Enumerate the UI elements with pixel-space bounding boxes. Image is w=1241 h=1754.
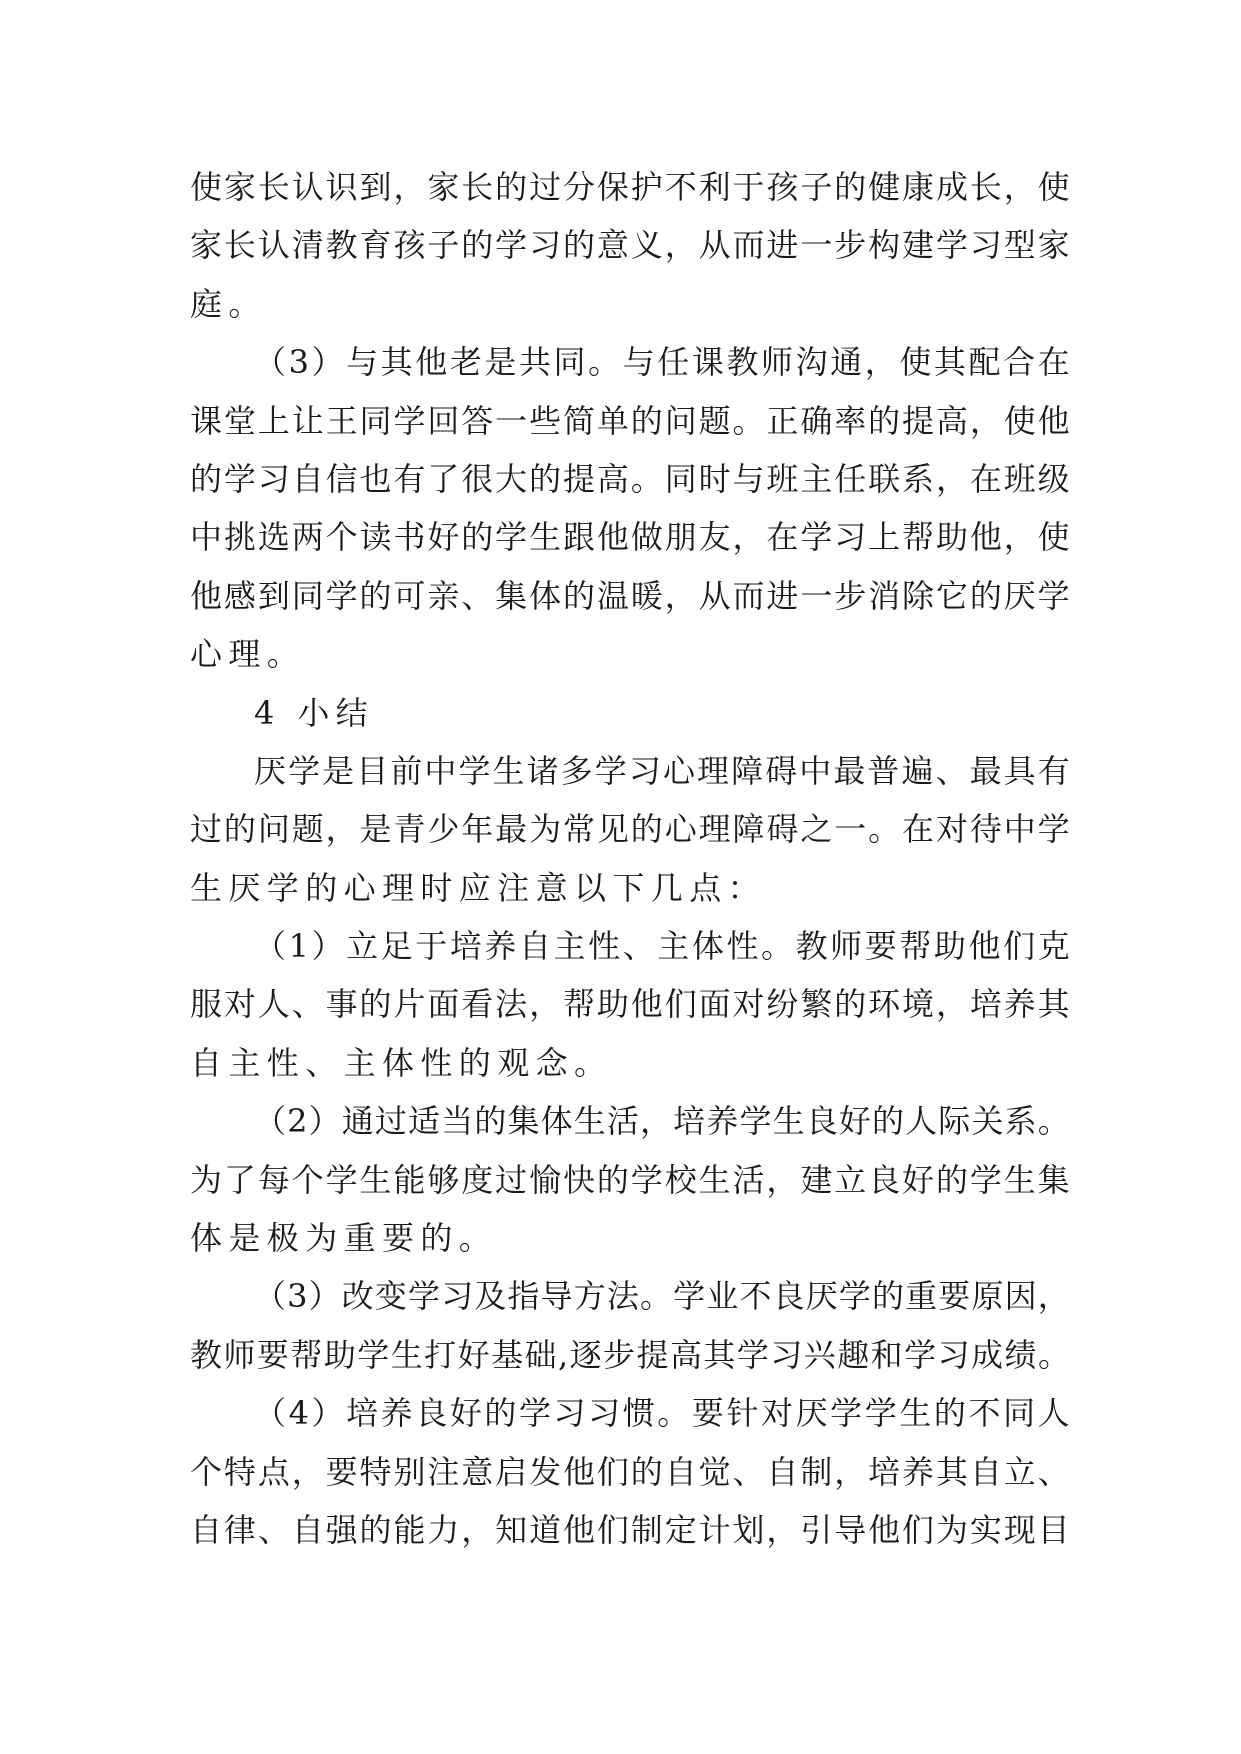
text-line: 他 感 到 同 学 的 可 亲 、 集 体 的 温 暖 ， 从 而 进 一 步 消 除 它 的 厌 学	[190, 576, 1070, 615]
text-line: 个 特 点 ， 要 特 别 注 意 启 发 他 们 的 自 觉 、 自 制 ， 培 养 其 自 立 、	[190, 1452, 1070, 1491]
text-line: （ 4 ） 培 养 良 好 的 学 习 习 惯 。 要 针 对 厌 学 学 生 的 不 同 人	[254, 1394, 1070, 1433]
text-line: 课 堂 上 让 王 同 学 回 答 一 些 简 单 的 问 题 。 正 确 率 的 提 高 ， 使 他	[190, 401, 1070, 440]
text-line: （ 1 ） 立 足 于 培 养 自 主 性 、 主 体 性 。 教 师 要 帮 助 他 们 克	[254, 927, 1070, 966]
text-line: 服 对 人 、 事 的 片 面 看 法 ， 帮 助 他 们 面 对 纷 繁 的 环 境 ， 培 养 其	[190, 985, 1070, 1024]
text-line: 厌 学 是 目 前 中 学 生 诸 多 学 习 心 理 障 碍 中 最 普 遍 、 最 具 有	[254, 751, 1070, 790]
text-line: 过 的 问 题 ， 是 青 少 年 最 为 常 见 的 心 理 障 碍 之 一 。 在 对 待 中 学	[190, 810, 1070, 849]
text-line: 为 了 每 个 学 生 能 够 度 过 愉 快 的 学 校 生 活 ， 建 立 良 好 的 学 生 集	[190, 1160, 1070, 1199]
text-line: 心理。	[190, 635, 306, 674]
text-line: （ 2 ） 通 过 适 当 的 集 体 生 活 ， 培 养 学 生 良 好 的 人 际 关 系 。	[254, 1102, 1070, 1141]
text-line: 自主性、主体性的观念。	[190, 1043, 613, 1082]
document-body	[190, 158, 1070, 1559]
text-line: （ 3 ） 与 其 他 老 是 共 同 。 与 任 课 教 师 沟 通 ， 使 其 配 合 在	[254, 343, 1070, 382]
text-line: 生厌学的心理时应注意以下几点：	[190, 868, 767, 907]
text-line: 教 师 要 帮 助 学 生 打 好 基 础 , 逐 步 提 高 其 学 习 兴 趣 和 学 习 成 绩 。	[190, 1335, 1070, 1374]
text-line: 自 律 、 自 强 的 能 力 ， 知 道 他 们 制 定 计 划 ， 引 导 他 们 为 实 现 目	[190, 1510, 1070, 1549]
text-line: 使 家 长 认 识 到 ， 家 长 的 过 分 保 护 不 利 于 孩 子 的 健 康 成 长 ， 使	[190, 168, 1070, 206]
text-line: 的 学 习 自 信 也 有 了 很 大 的 提 高 。 同 时 与 班 主 任 联 系 ， 在 班 级	[190, 459, 1070, 498]
text-line: 体是极为重要的。	[190, 1219, 498, 1258]
text-line: 4 小结	[254, 693, 375, 732]
text-line: 家 长 认 清 教 育 孩 子 的 学 习 的 意 义 ， 从 而 进 一 步 构 建 学 习 型 家	[190, 226, 1070, 265]
text-line: 中 挑 选 两 个 读 书 好 的 学 生 跟 他 做 朋 友 ， 在 学 习 上 帮 助 他 ， 使	[190, 518, 1070, 557]
text-line: 庭。	[190, 284, 267, 323]
text-line: （ 3 ） 改 变 学 习 及 指 导 方 法 。 学 业 不 良 厌 学 的 重 要 原 因 ，	[254, 1277, 1070, 1316]
